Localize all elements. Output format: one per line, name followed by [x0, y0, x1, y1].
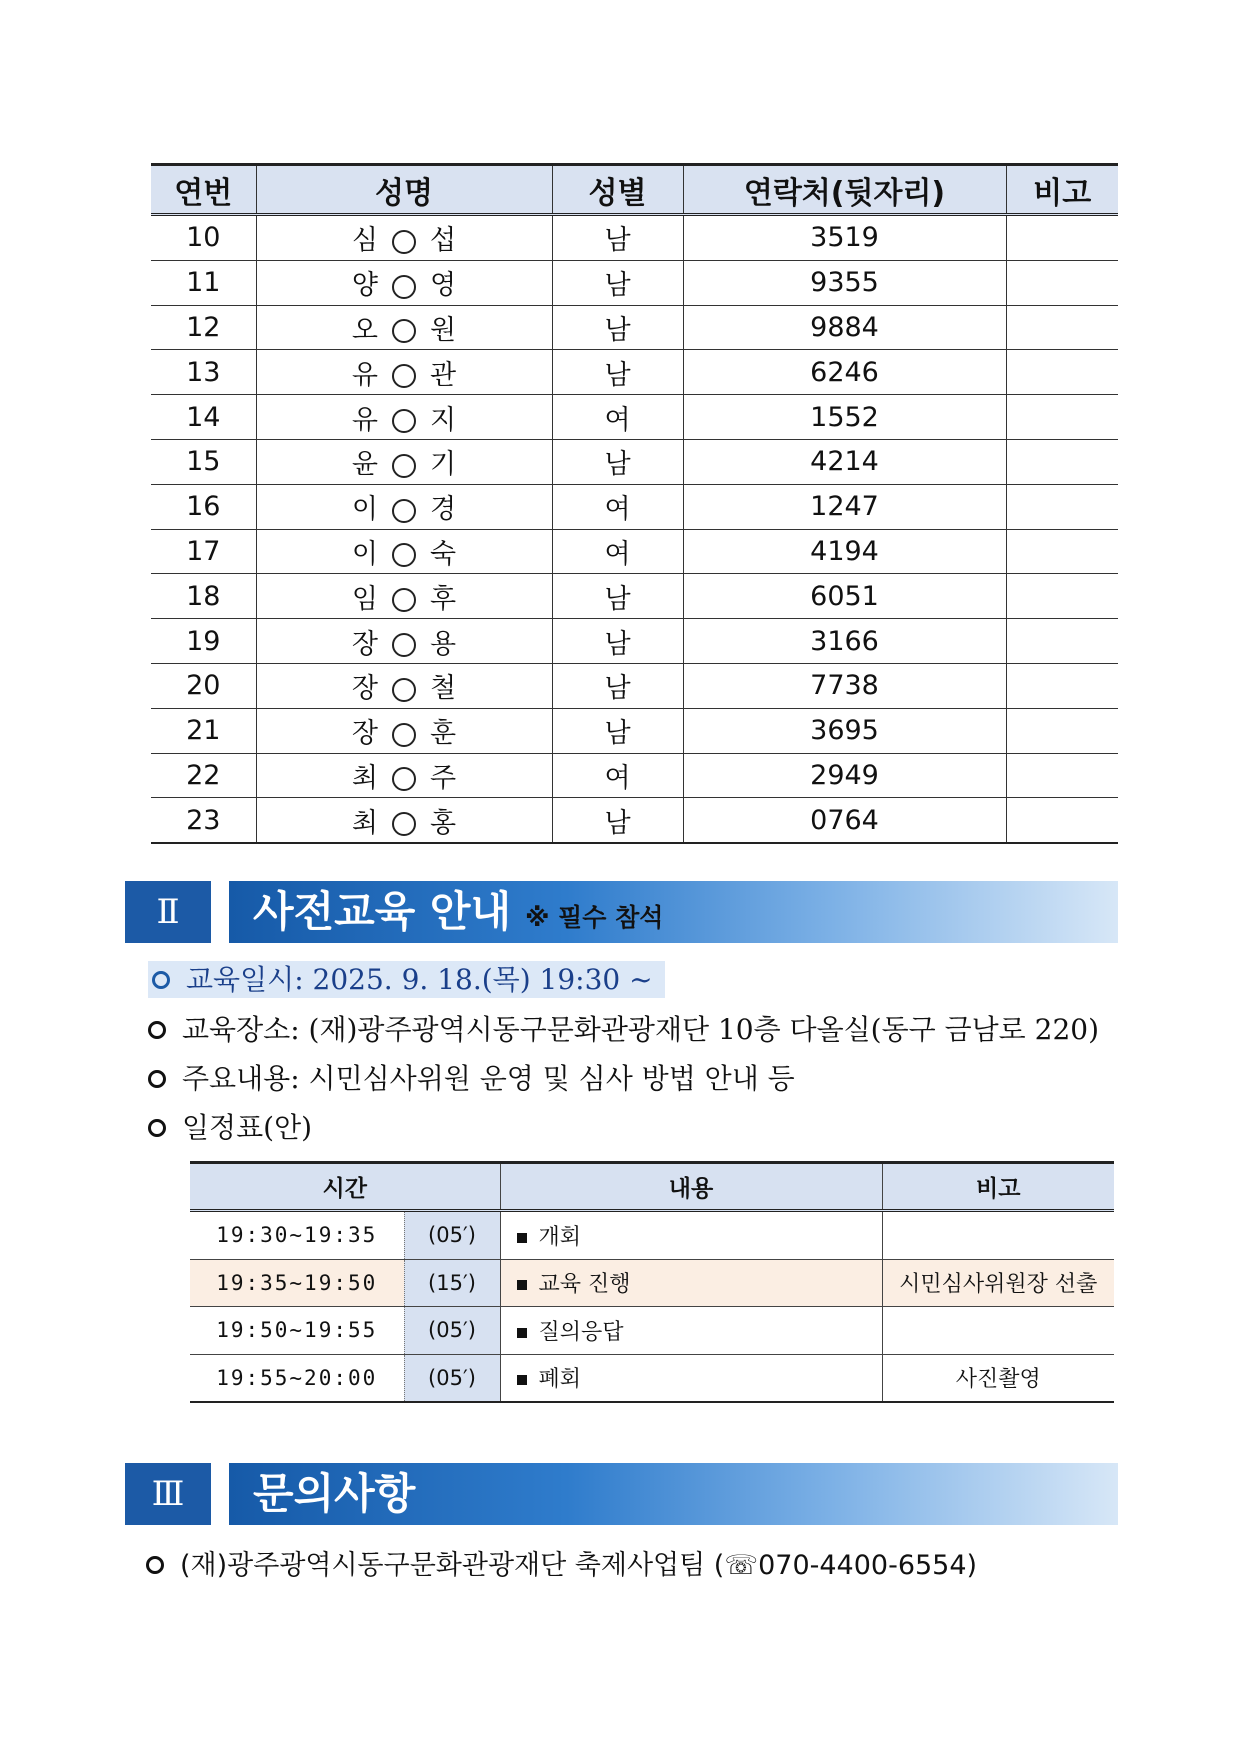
cell-number: 19: [151, 619, 256, 664]
cell-contact: 1552: [683, 395, 1006, 440]
header-contact: 연락처(뒷자리): [683, 165, 1006, 215]
name-last: 주: [430, 762, 457, 794]
cell-number: 23: [151, 798, 256, 843]
header-gender: 성별: [552, 165, 683, 215]
cell-note: [1006, 439, 1118, 484]
masked-circle-icon: [392, 767, 416, 791]
header-time: 시간: [190, 1163, 500, 1211]
cell-content: [500, 1259, 882, 1307]
cell-gender: 남: [552, 708, 683, 753]
bullet-text: 교육장소: (재)광주광역시동구문화관광재단 10층 다올실(동구 금남로 220): [182, 1013, 1100, 1046]
cell-gender: 남: [552, 663, 683, 708]
cell-time: 19:30~19:35: [190, 1211, 404, 1260]
cell-note: [1006, 260, 1118, 305]
cell-note: [1006, 798, 1118, 843]
name-first: 장: [351, 718, 378, 750]
square-bullet-icon: [517, 1280, 527, 1290]
name-last: 철: [430, 673, 457, 705]
table-row: [151, 395, 1118, 440]
cell-gender: 남: [552, 574, 683, 619]
header-note: 비고: [1006, 165, 1118, 215]
schedule-body: [190, 1211, 1114, 1403]
table-row: [151, 619, 1118, 664]
header-name: 성명: [256, 165, 552, 215]
name-last: 후: [430, 583, 457, 615]
cell-name: [256, 305, 552, 350]
participant-table: [151, 163, 1118, 844]
bullet-education-datetime: [148, 958, 665, 998]
cell-note: [1006, 215, 1118, 261]
cell-gender: 남: [552, 260, 683, 305]
cell-name: [256, 529, 552, 574]
cell-contact: 3166: [683, 619, 1006, 664]
cell-name: [256, 439, 552, 484]
name-last: 원: [430, 314, 457, 346]
name-first: 심: [351, 225, 378, 257]
cell-contact: 4214: [683, 439, 1006, 484]
cell-note: [1006, 753, 1118, 798]
cell-gender: 여: [552, 529, 683, 574]
section-title: [253, 881, 663, 949]
cell-name: [256, 215, 552, 261]
cell-contact: 6246: [683, 350, 1006, 395]
circle-bullet-icon: [148, 1119, 166, 1137]
square-bullet-icon: [517, 1375, 527, 1385]
circle-bullet-icon: [152, 971, 170, 989]
cell-content: [500, 1354, 882, 1402]
content-text: 개회: [538, 1224, 582, 1250]
table-row: [151, 663, 1118, 708]
cell-contact: 2949: [683, 753, 1006, 798]
bullet-main-content: [148, 1057, 795, 1097]
cell-duration: (15′): [404, 1259, 500, 1307]
roster-body: [151, 215, 1118, 844]
cell-number: 10: [151, 215, 256, 261]
cell-name: [256, 484, 552, 529]
masked-circle-icon: [392, 454, 416, 478]
cell-note: 사진촬영: [882, 1354, 1114, 1402]
name-first: 양: [351, 270, 378, 302]
bullet-text: 주요내용: 시민심사위원 운영 및 심사 방법 안내 등: [182, 1062, 795, 1095]
cell-note: 시민심사위원장 선출: [882, 1259, 1114, 1307]
header-number: 연번: [151, 165, 256, 215]
cell-name: [256, 395, 552, 440]
cell-gender: 남: [552, 439, 683, 484]
section-title-text: 문의사항: [253, 1469, 416, 1518]
cell-number: 20: [151, 663, 256, 708]
name-first: 유: [351, 359, 378, 391]
cell-note: [1006, 484, 1118, 529]
masked-circle-icon: [392, 723, 416, 747]
name-first: 유: [351, 404, 378, 436]
cell-number: 18: [151, 574, 256, 619]
section-number: Ⅱ: [125, 881, 211, 943]
masked-circle-icon: [392, 364, 416, 388]
cell-number: 13: [151, 350, 256, 395]
cell-time: 19:35~19:50: [190, 1259, 404, 1307]
cell-gender: 여: [552, 395, 683, 440]
cell-duration: (05′): [404, 1307, 500, 1355]
cell-contact: 3695: [683, 708, 1006, 753]
cell-number: 11: [151, 260, 256, 305]
cell-gender: 남: [552, 215, 683, 261]
masked-circle-icon: [392, 633, 416, 657]
name-first: 최: [351, 762, 378, 794]
masked-circle-icon: [392, 678, 416, 702]
header-content: 내용: [500, 1163, 882, 1211]
name-last: 홍: [430, 807, 457, 839]
cell-contact: 6051: [683, 574, 1006, 619]
cell-note: [882, 1211, 1114, 1260]
schedule-row: [190, 1307, 1114, 1355]
bullet-education-location: [148, 1008, 1099, 1048]
name-last: 숙: [430, 538, 457, 570]
cell-number: 14: [151, 395, 256, 440]
cell-duration: (05′): [404, 1354, 500, 1402]
cell-gender: 여: [552, 484, 683, 529]
schedule-table: [190, 1161, 1114, 1403]
table-row: [151, 484, 1118, 529]
section-title-bar: [229, 881, 1118, 943]
masked-circle-icon: [392, 230, 416, 254]
cell-name: [256, 619, 552, 664]
name-first: 장: [351, 673, 378, 705]
cell-note: [1006, 663, 1118, 708]
table-row: [151, 574, 1118, 619]
section-title-text: 사전교육 안내: [253, 887, 512, 936]
cell-contact: 1247: [683, 484, 1006, 529]
cell-note: [1006, 574, 1118, 619]
bullet-schedule: [148, 1106, 312, 1146]
schedule-header-row: [190, 1163, 1114, 1211]
schedule-row: [190, 1354, 1114, 1402]
cell-number: 21: [151, 708, 256, 753]
table-row: [151, 529, 1118, 574]
table-row: [151, 215, 1118, 261]
name-first: 장: [351, 628, 378, 660]
cell-gender: 남: [552, 305, 683, 350]
masked-circle-icon: [392, 588, 416, 612]
table-row: [151, 708, 1118, 753]
section-header-education: [123, 881, 1118, 943]
cell-duration: (05′): [404, 1211, 500, 1260]
name-last: 경: [430, 494, 457, 526]
cell-note: [1006, 529, 1118, 574]
table-row: [151, 260, 1118, 305]
masked-circle-icon: [392, 543, 416, 567]
bullet-text: (재)광주광역시동구문화관광재단 축제사업팀 (☏070-4400-6554): [180, 1550, 978, 1581]
masked-circle-icon: [392, 319, 416, 343]
section-number: Ⅲ: [125, 1463, 211, 1525]
table-row: [151, 305, 1118, 350]
section-header-inquiry: [123, 1463, 1118, 1525]
name-last: 섭: [430, 225, 457, 257]
cell-contact: 9355: [683, 260, 1006, 305]
cell-gender: 남: [552, 798, 683, 843]
cell-gender: 여: [552, 753, 683, 798]
section-title: [253, 1463, 415, 1525]
cell-time: 19:50~19:55: [190, 1307, 404, 1355]
table-row: [151, 350, 1118, 395]
name-first: 이: [351, 538, 378, 570]
circle-bullet-icon: [148, 1070, 166, 1088]
cell-number: 22: [151, 753, 256, 798]
cell-number: 12: [151, 305, 256, 350]
cell-number: 17: [151, 529, 256, 574]
cell-note: [1006, 708, 1118, 753]
cell-name: [256, 798, 552, 843]
name-last: 용: [430, 628, 457, 660]
content-text: 폐회: [538, 1367, 582, 1393]
cell-contact: 3519: [683, 215, 1006, 261]
table-row: [151, 439, 1118, 484]
name-last: 영: [430, 270, 457, 302]
cell-contact: 9884: [683, 305, 1006, 350]
name-first: 임: [351, 583, 378, 615]
cell-name: [256, 708, 552, 753]
table-header-row: [151, 165, 1118, 215]
bullet-text: 일정표(안): [182, 1111, 313, 1144]
cell-number: 15: [151, 439, 256, 484]
cell-name: [256, 350, 552, 395]
cell-content: [500, 1211, 882, 1260]
cell-name: [256, 663, 552, 708]
content-text: 교육 진행: [538, 1272, 631, 1298]
cell-gender: 남: [552, 350, 683, 395]
masked-circle-icon: [392, 409, 416, 433]
table-row: [151, 798, 1118, 843]
name-first: 이: [351, 494, 378, 526]
cell-name: [256, 574, 552, 619]
table-row: [151, 753, 1118, 798]
name-last: 지: [430, 404, 457, 436]
cell-contact: 0764: [683, 798, 1006, 843]
name-last: 기: [430, 449, 457, 481]
cell-contact: 4194: [683, 529, 1006, 574]
name-first: 윤: [351, 449, 378, 481]
section-title-bar: [229, 1463, 1118, 1525]
name-first: 최: [351, 807, 378, 839]
name-last: 훈: [430, 718, 457, 750]
square-bullet-icon: [517, 1233, 527, 1243]
cell-content: [500, 1307, 882, 1355]
circle-bullet-icon: [148, 1021, 166, 1039]
required-attendance-note: ※ 필수 참석: [525, 903, 664, 932]
name-first: 오: [351, 314, 378, 346]
name-last: 관: [430, 359, 457, 391]
bullet-contact-info: [146, 1543, 977, 1582]
cell-note: [1006, 305, 1118, 350]
bullet-text: 교육일시: 2025. 9. 18.(목) 19:30 ~: [186, 963, 653, 996]
cell-name: [256, 753, 552, 798]
cell-gender: 남: [552, 619, 683, 664]
cell-note: [1006, 350, 1118, 395]
cell-contact: 7738: [683, 663, 1006, 708]
cell-name: [256, 260, 552, 305]
cell-note: [1006, 395, 1118, 440]
cell-note: [1006, 619, 1118, 664]
schedule-row: [190, 1259, 1114, 1307]
schedule-row: [190, 1211, 1114, 1260]
circle-bullet-icon: [146, 1556, 164, 1574]
masked-circle-icon: [392, 499, 416, 523]
square-bullet-icon: [517, 1328, 527, 1338]
cell-number: 16: [151, 484, 256, 529]
cell-note: [882, 1307, 1114, 1355]
masked-circle-icon: [392, 812, 416, 836]
content-text: 질의응답: [538, 1319, 624, 1345]
header-note: 비고: [882, 1163, 1114, 1211]
cell-time: 19:55~20:00: [190, 1354, 404, 1402]
masked-circle-icon: [392, 275, 416, 299]
